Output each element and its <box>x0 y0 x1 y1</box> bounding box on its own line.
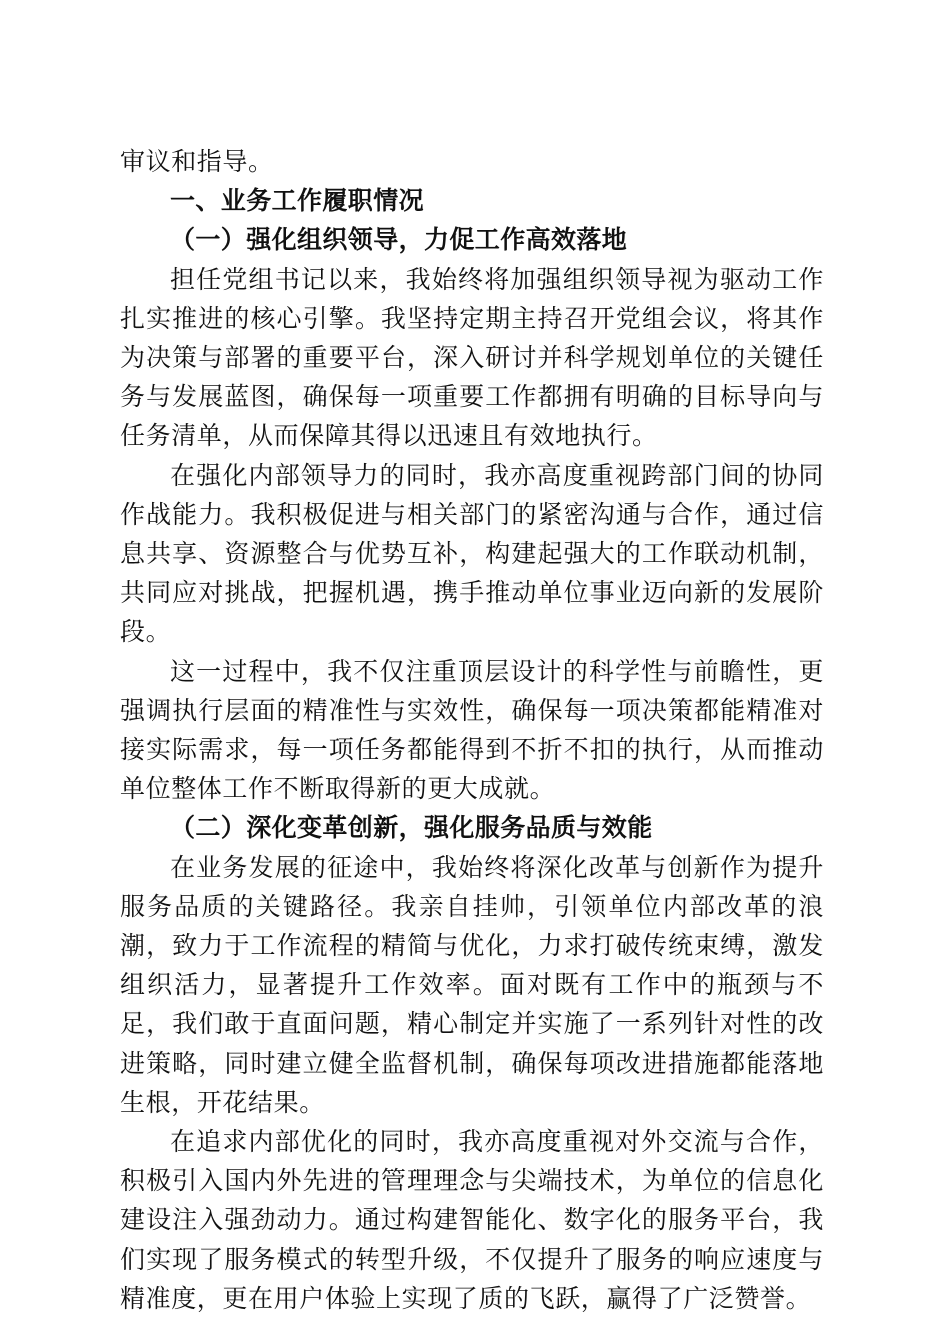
document-body <box>120 142 824 1318</box>
paragraph: 担任党组书记以来，我始终将加强组织领导视为驱动工作扎实推进的核心引擎。我坚持定期主持召开党组会议，将其作为决策与部署的重要平台，深入研讨并科学规划单位的关键任务与发展蓝图，确保每一项重要工作都拥有明确的目标导向与任务清单，从而保障其得以迅速且有效地执行。 <box>120 264 824 451</box>
paragraph: 在强化内部领导力的同时，我亦高度重视跨部门间的协同作战能力。我积极促进与相关部门的紧密沟通与合作，通过信息共享、资源整合与优势互补，构建起强大的工作联动机制，共同应对挑战，把握机遇，携手推动单位事业迈向新的发展阶段。 <box>120 460 824 647</box>
section-heading: 一、业务工作履职情况 <box>170 186 425 216</box>
subsection-2-title: （二）深化变革创新，强化服务品质与效能 <box>170 813 653 843</box>
paragraph: 在追求内部优化的同时，我亦高度重视对外交流与合作，积极引入国内外先进的管理理念与尖端技术，为单位的信息化建设注入强劲动力。通过构建智能化、数字化的服务平台，我们实现了服务模式的转型升级，不仅提升了服务的响应速度与精准度，更在用户体验上实现了质的飞跃，赢得了广泛赞誉。 <box>120 1127 824 1313</box>
paragraph: 这一过程中，我不仅注重顶层设计的科学性与前瞻性，更强调执行层面的精准性与实效性，确保每一项决策都能精准对接实际需求，每一项任务都能得到不折不扣的执行，从而推动单位整体工作不断取得新的更大成就。 <box>120 656 824 804</box>
subsection-1-title: （一）强化组织领导，力促工作高效落地 <box>170 225 628 255</box>
paragraph: 在业务发展的征途中，我始终将深化改革与创新作为提升服务品质的关键路径。我亲自挂帅，引领单位内部改革的浪潮，致力于工作流程的精简与优化，力求打破传统束缚，激发组织活力，显著提升工作效率。面对既有工作中的瓶颈与不足，我们敢于直面问题，精心制定并实施了一系列针对性的改进策略，同时建立健全监督机制，确保每项改进措施都能落地生根，开花结果。 <box>120 852 824 1117</box>
continuation-text: 审议和指导。 <box>120 147 274 176</box>
